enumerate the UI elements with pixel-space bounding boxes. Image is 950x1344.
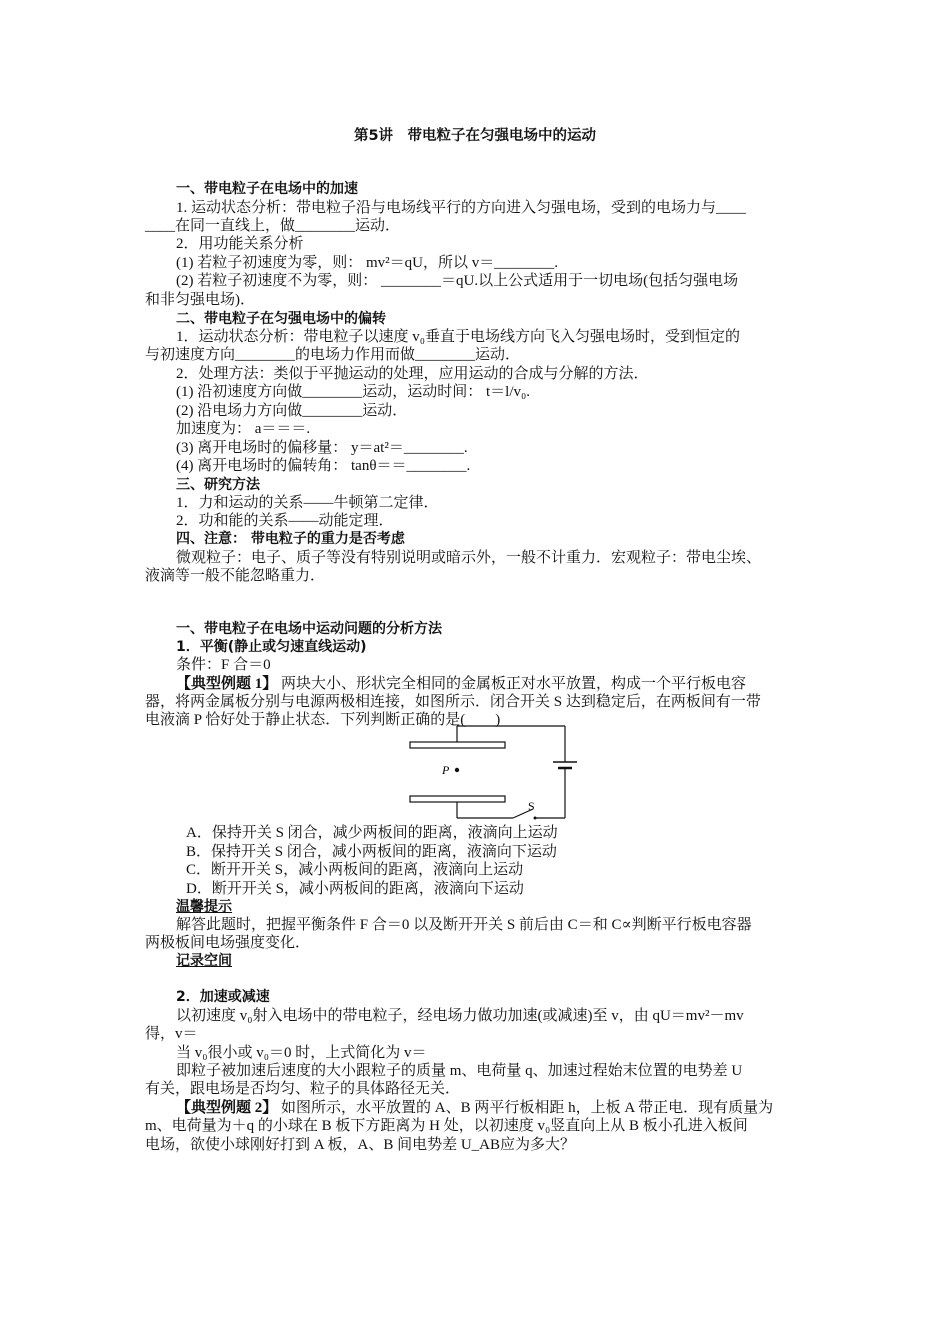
section-heading-deflection: 二、带电粒子在匀强电场中的偏转 xyxy=(176,311,386,327)
upper-plate xyxy=(410,742,505,748)
text-line: ____在同一直线上，做________运动． xyxy=(145,218,401,234)
switch-contact xyxy=(534,817,537,820)
text-line: 与初速度方向________的电场力作用而做________运动． xyxy=(145,347,521,363)
text-line: 2．处理方法：类似于平抛运动的处理，应用运动的合成与分解的方法． xyxy=(176,366,649,382)
text-line: 液滴等一般不能忽略重力． xyxy=(145,568,326,584)
example-label: 【典型例题 2】 xyxy=(176,1100,278,1116)
text-line: 两极板间电场强度变化． xyxy=(145,935,311,951)
text-line: 加速度为： a＝＝＝. xyxy=(176,421,311,437)
label-p: P xyxy=(442,763,450,777)
option-c: C．断开开关 S，减小两板间的距离，液滴向上运动 xyxy=(186,862,524,878)
subheading-acceleration: 2．加速或减速 xyxy=(176,989,270,1005)
text-line: 解答此题时，把握平衡条件 F 合＝0 以及断开开关 S 前后由 C＝和 C∝判断平行板电容器 xyxy=(176,917,752,933)
page-title: 第5讲 带电粒子在匀强电场中的运动 xyxy=(353,128,597,144)
text-line: (4) 离开电场时的偏转角： tanθ＝＝________. xyxy=(176,458,471,474)
text-line: 2．功和能的关系——动能定理． xyxy=(176,513,394,529)
text-line: (1) 沿初速度方向做________运动，运动时间： t＝l/v₀. xyxy=(176,384,530,400)
capacitor-circuit-diagram xyxy=(395,718,585,830)
example-1-line xyxy=(176,675,746,693)
text-line: 1. 运动状态分析：带电粒子沿与电场线平行的方向进入匀强电场，受到的电场力与____ xyxy=(176,200,747,216)
option-b: B．保持开关 S 闭合，减小两板间的距离，液滴向下运动 xyxy=(186,844,557,860)
example-text: 两块大小、形状完全相同的金属板正对水平放置，构成一个平行板电容 xyxy=(277,676,747,692)
text-line: 以初速度 v₀射入电场中的带电粒子，经电场力做功加速(或减速)至 v，由 qU＝mv²－mv xyxy=(176,1008,744,1024)
text-line: 当 v₀很小或 v₀＝0 时，上式简化为 v＝ xyxy=(176,1045,427,1061)
record-space-heading: 记录空间 xyxy=(176,953,232,969)
droplet-p xyxy=(455,768,459,772)
text-line: 1．运动状态分析：带电粒子以速度 v₀垂直于电场线方向飞入匀强电场时，受到恒定的 xyxy=(176,329,740,345)
text-line: 得，v＝ xyxy=(145,1026,198,1042)
section-heading-analysis: 一、带电粒子在电场中运动问题的分析方法 xyxy=(176,621,442,637)
example-2-line xyxy=(176,1099,773,1117)
tip-heading: 温馨提示 xyxy=(176,899,232,915)
section-heading-methods: 三、研究方法 xyxy=(176,477,260,493)
text-line: 电场，欲使小球刚好打到 A 板，A、B 间电势差 U_AB应为多大？ xyxy=(145,1137,576,1153)
text-line: 和非匀强电场)． xyxy=(145,292,255,308)
lower-plate xyxy=(410,796,505,802)
section-heading-acceleration: 一、带电粒子在电场中的加速 xyxy=(176,181,358,197)
text-line: 电液滴 P 恰好处于静止状态．下列判断正确的是( ) xyxy=(145,712,501,728)
text-line: (2) 若粒子初速度不为零，则： ________＝qU.以上公式适用于一切电场(包括匀强电场 xyxy=(176,273,739,289)
example-label: 【典型例题 1】 xyxy=(176,676,278,692)
text-line: 2．用功能关系分析 xyxy=(176,236,304,252)
text-line: 1．力和运动的关系——牛顿第二定律． xyxy=(176,495,439,511)
text-line: 微观粒子：电子、质子等没有特别说明或暗示外，一般不计重力．宏观粒子：带电尘埃、 xyxy=(176,550,762,566)
label-s: S xyxy=(528,799,535,813)
example-text: 如图所示，水平放置的 A、B 两平行板相距 h，上板 A 带正电．现有质量为 xyxy=(277,1100,774,1116)
subheading-balance: 1．平衡(静止或匀速直线运动) xyxy=(176,639,367,655)
option-a: A．保持开关 S 闭合，减少两板间的距离，液滴向上运动 xyxy=(186,825,558,841)
text-line: (1) 若粒子初速度为零，则： mv²＝qU，所以 v＝________. xyxy=(176,255,558,271)
section-heading-notes: 四、注意： 带电粒子的重力是否考虑 xyxy=(176,531,405,547)
text-line: 即粒子被加速后速度的大小跟粒子的质量 m、电荷量 q、加速过程始末位置的电势差 U xyxy=(176,1063,743,1079)
text-line: m、电荷量为＋q 的小球在 B 板下方距离为 H 处，以初速度 v₀竖直向上从 B 板小孔进入板间 xyxy=(145,1118,748,1134)
text-line: 器，将两金属板分别与电源两极相连接，如图所示．闭合开关 S 达到稳定后，在两板间有一带 xyxy=(145,694,761,710)
text-line: 条件：F 合＝0 xyxy=(176,657,271,673)
text-line: (2) 沿电场力方向做________运动． xyxy=(176,403,408,419)
option-d: D．断开开关 S，减小两板间的距离，液滴向下运动 xyxy=(186,881,524,897)
text-line: (3) 离开电场时的偏移量： y＝at²＝________. xyxy=(176,440,468,456)
text-line: 有关，跟电场是否均匀、粒子的具体路径无关． xyxy=(145,1081,461,1097)
